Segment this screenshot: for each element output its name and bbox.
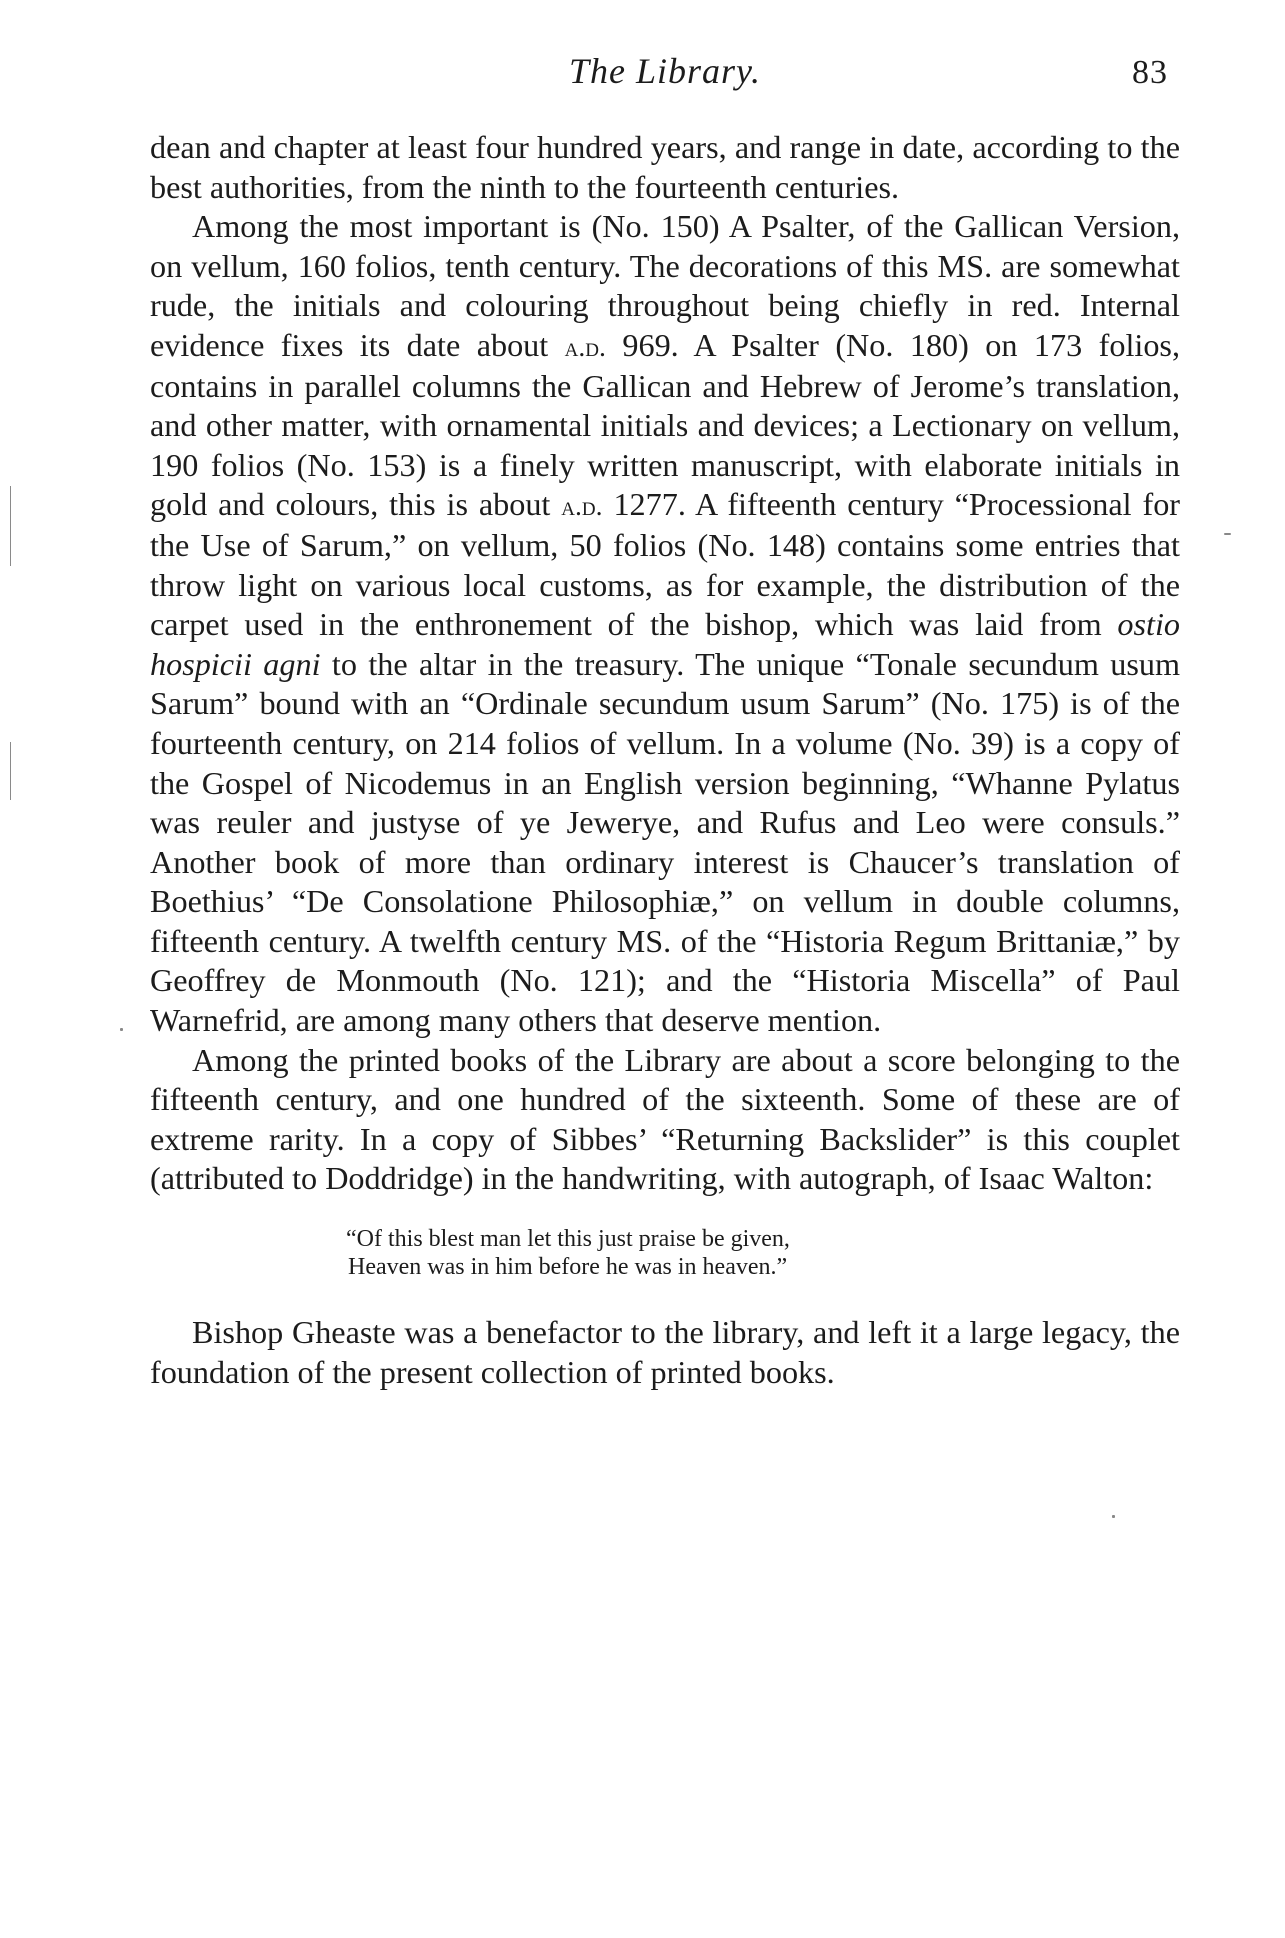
scan-speck-2: [120, 1028, 123, 1031]
running-head: [150, 50, 1180, 100]
body-text: [150, 128, 1180, 1392]
couplet-quote: [346, 1225, 1180, 1281]
paragraph-1-text: dean and chapter at least four hundred years, and range in date, according to the best authorities, from the ninth to the fourteenth centuries.: [150, 129, 1180, 205]
running-title: The Library.: [568, 51, 762, 91]
anno-domini-1: a.d.: [564, 330, 606, 362]
paragraph-2-part-3: 1277. A fifteenth century “Processional for the Use of Sarum,” on vellum, 50 folios (No. 148) contains some entries that throw light on various local customs, as for example, the distribution of the carpet used in the enthronement of the bishop, which was laid from: [150, 486, 1181, 643]
paragraph-bishop-gheaste: [150, 1313, 1180, 1392]
couplet-line-1: “Of this blest man let this just praise be given,: [346, 1226, 790, 1253]
paragraph-2-part-1: Among the most important is (No. 150) A Psalter, of the Gallican Version, on vellum, 160 folios, tenth century. The decorations of this MS. are somewhat rude, the initials and colouring throughout being chiefly in red. Internal evidence fixes its date about: [150, 208, 1180, 363]
paragraph-2-part-4: to the altar in the treasury. The unique “Tonale secundum usum Sarum” bound with an “Ordinale secundum usum Sarum” (No. 175) is of the fourteenth century, on 214 folios of vellum. In a volume (No. 39) is a copy of the Gospel of Nicodemus in an English version beginning, “Whanne Pylatus was reuler and justyse of ye Jewerye, and Rufus and Leo were consuls.” Another book of more than ordinary interest is Chaucer’s translation of Boethius’ “De Consolatione Philosophiæ,” on vellum in double columns, fifteenth century. A twelfth century MS. of the “Historia Regum Brittaniæ,” by Geoffrey de Monmouth (No. 121); and the “Historia Miscella” of Paul Warnefrid, are among many others that deserve mention.: [150, 645, 1180, 1039]
latin-phrase: ostio hospicii agni: [150, 606, 1180, 682]
page-number: 83: [1132, 54, 1168, 91]
anno-domini-2: a.d.: [561, 490, 603, 522]
scan-margin-line-2: [10, 742, 11, 800]
paragraph-printed-books: [150, 1041, 1180, 1199]
scan-speck-3: [1112, 1515, 1115, 1518]
scan-margin-line-1: [10, 486, 11, 566]
couplet-line-2: Heaven was in him before he was in heaven.”: [348, 1254, 788, 1281]
scan-speck-1: [1224, 533, 1231, 535]
paragraph-3-text: Among the printed books of the Library are about a score belonging to the fifteenth century, and one hundred of the sixteenth. Some of these are of extreme rarity. In a copy of Sibbes’ “Returning Backslider” is this couplet (attributed to Doddridge) in the handwriting, with autograph, of Isaac Walton:: [150, 1041, 1180, 1197]
paragraph-4-text: Bishop Gheaste was a benefactor to the library, and left it a large legacy, the foundation of the present collection of printed books.: [150, 1314, 1180, 1390]
paragraph-continued: [150, 128, 1180, 207]
paragraph-manuscripts: [150, 207, 1180, 1040]
paragraph-2-part-2: 969. A Psalter (No. 180) on 173 folios, contains in parallel columns the Gallican and Hebrew of Jerome’s translation, and other matter, with ornamental initials and devices; a Lectionary on vellum, 190 folios (No. 153) is a finely written manuscript, with elaborate initials in gold and colours, this is about: [150, 326, 1181, 523]
